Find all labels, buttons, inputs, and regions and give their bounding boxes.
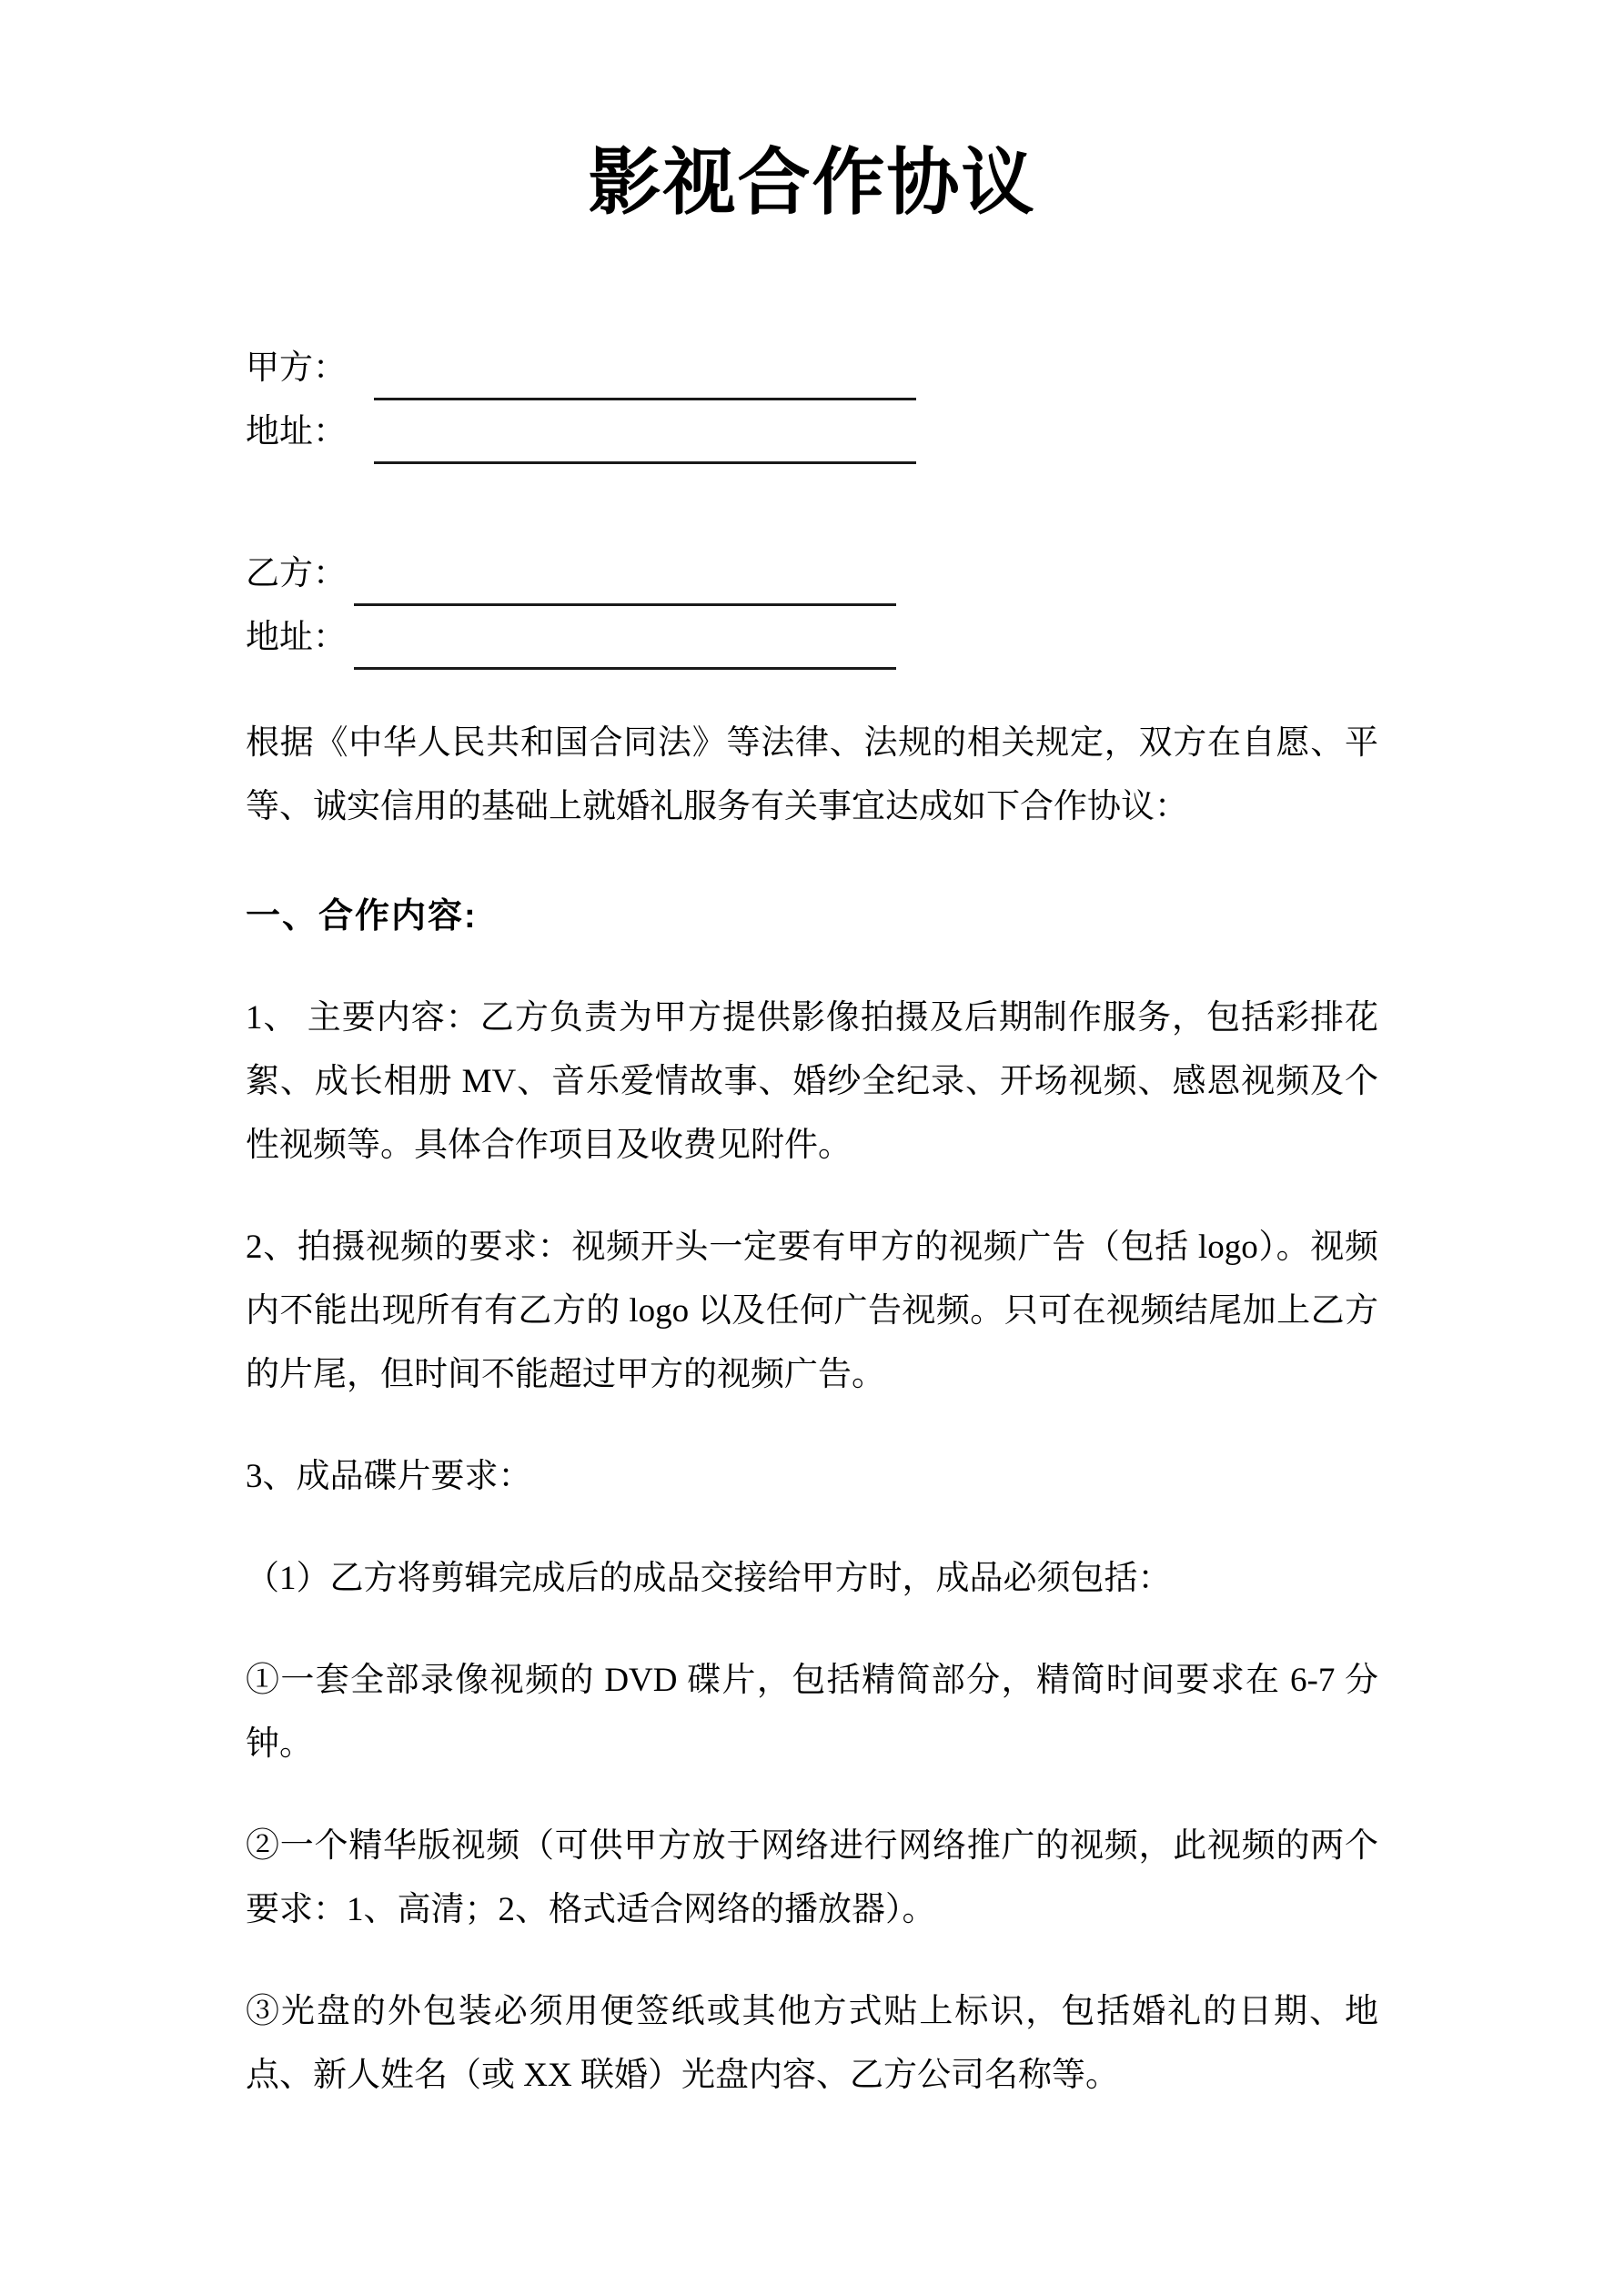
party-a-label: 甲方： (246, 349, 347, 387)
section-1-heading: 一、合作内容: (246, 897, 478, 936)
party-b-block (246, 542, 1378, 670)
clause-1-main-content: 1、 主要内容：乙方负责为甲方提供影像拍摄及后期制作服务，包括彩排花絮、成长相册 MV、音乐爱情故事、婚纱全纪录、开场视频、感恩视频及个性视频等。具体合作项目及收费见附件。 (246, 999, 1378, 1164)
contract-title: 影视合作协议 (588, 144, 1036, 224)
party-b-blank-line (354, 550, 896, 606)
party-a-address-blank-line (374, 408, 916, 464)
clause-3-disc-requirements: 3、成品碟片要求： (246, 1458, 532, 1495)
party-b-label: 乙方： (246, 555, 347, 592)
clause-2-video-requirements: 2、拍摄视频的要求：视频开头一定要有甲方的视频广告（包括 logo）。视频内不能出现所有有乙方的 logo 以及任何广告视频。只可在视频结尾加上乙方的片尾，但时间不能超过甲方的视频广告。 (246, 1229, 1378, 1393)
party-b-address-blank-line (354, 613, 896, 670)
preamble-paragraph: 根据《中华人民共和国合同法》等法律、法规的相关规定，双方在自愿、平等、诚实信用的基础上就婚礼服务有关事宜达成如下合作协议： (246, 724, 1378, 825)
party-a-row (246, 337, 1378, 400)
clause-3-1-delivery: （1）乙方将剪辑完成后的成品交接给甲方时，成品必须包括： (246, 1560, 1172, 1597)
party-b-address-row (246, 606, 1378, 670)
party-a-block (246, 337, 1378, 464)
clause-item-1-dvd: ①一套全部录像视频的 DVD 碟片，包括精简部分，精简时间要求在 6-7 分钟。 (246, 1662, 1378, 1763)
clause-item-3-disc-labeling: ③光盘的外包装必须用便签纸或其他方式贴上标识，包括婚礼的日期、地点、新人姓名（或 XX 联婚）光盘内容、乙方公司名称等。 (246, 1993, 1378, 2094)
clause-item-2-highlight-video: ②一个精华版视频（可供甲方放于网络进行网络推广的视频，此视频的两个要求：1、高清；2、格式适合网络的播放器）。 (246, 1827, 1378, 1928)
party-a-address-label: 地址： (246, 413, 347, 450)
party-b-address-label: 地址： (246, 619, 347, 656)
party-b-row (246, 542, 1378, 606)
party-a-blank-line (374, 344, 916, 400)
party-a-address-row (246, 400, 1378, 464)
